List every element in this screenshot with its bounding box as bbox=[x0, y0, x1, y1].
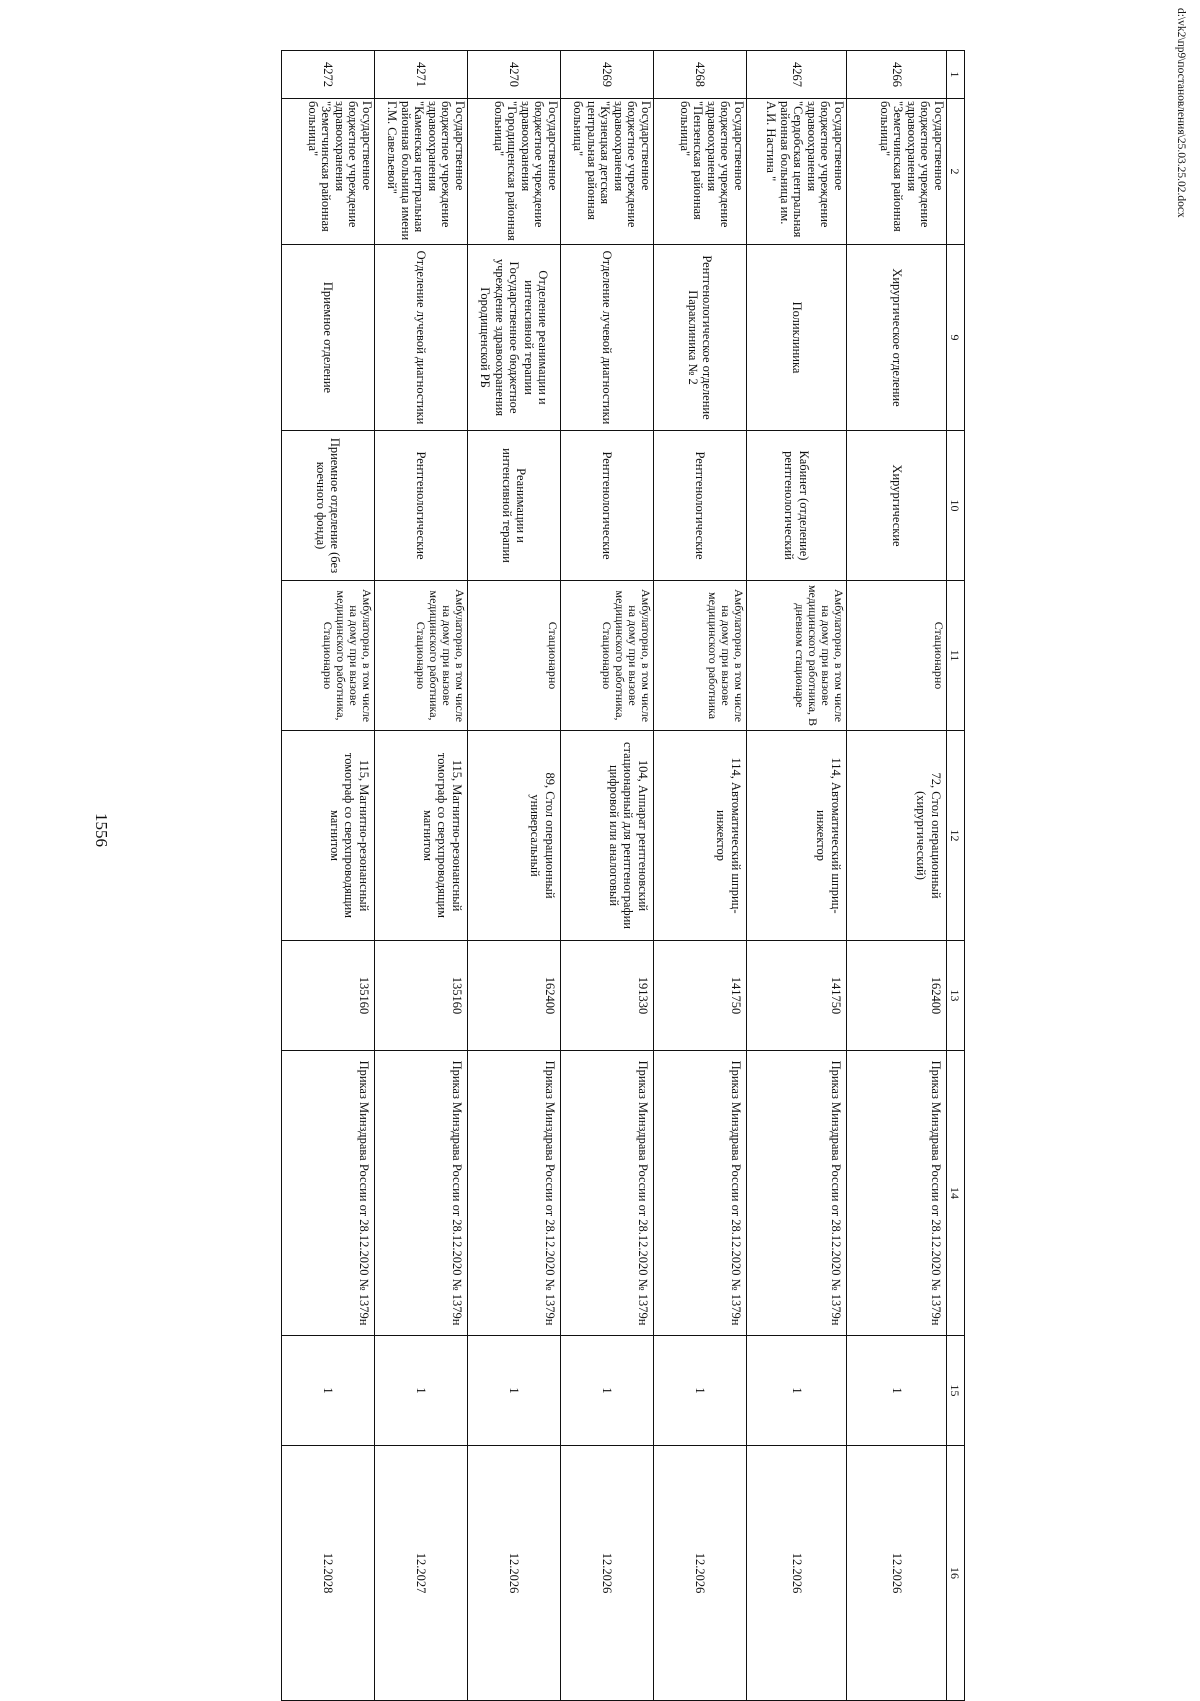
profile-cell: Реанимации и интенсивной терапии bbox=[468, 431, 561, 581]
equipment-cell: 115, Магнитно-резонансный томограф со сверхпроводящим магнитом bbox=[375, 731, 468, 941]
profile-cell: Рентгенологические bbox=[375, 431, 468, 581]
equipment-cell: 104, Аппарат рентгеновский стационарный для рентгенографии цифровой или аналоговый bbox=[561, 731, 654, 941]
table-row bbox=[561, 51, 654, 1701]
date-cell: 12.2028 bbox=[282, 1446, 375, 1701]
profile-cell: Хирургические bbox=[847, 431, 947, 581]
column-number: 15 bbox=[947, 1336, 965, 1446]
subdivision-cell: Рентгенологическое отделение Параклиника № 2 bbox=[654, 245, 747, 431]
table-row bbox=[747, 51, 847, 1701]
table-row bbox=[375, 51, 468, 1701]
conditions-cell: Амбулаторно, в том числе на дому при вызове медицинского работника, Стационарно bbox=[375, 581, 468, 731]
code-cell: 141750 bbox=[654, 941, 747, 1051]
standard-cell: Приказ Минздрава России от 28.12.2020 № 1379н bbox=[561, 1051, 654, 1336]
date-cell: 12.2027 bbox=[375, 1446, 468, 1701]
table-row bbox=[468, 51, 561, 1701]
table-body bbox=[282, 51, 965, 1701]
column-number: 12 bbox=[947, 731, 965, 941]
subdivision-cell: Отделение лучевой диагностики bbox=[375, 245, 468, 431]
profile-cell: Кабинет (отделение) рентгенологический bbox=[747, 431, 847, 581]
code-cell: 135160 bbox=[282, 941, 375, 1051]
column-number: 10 bbox=[947, 431, 965, 581]
code-cell: 141750 bbox=[747, 941, 847, 1051]
table-row bbox=[847, 51, 947, 1701]
quantity-cell: 1 bbox=[747, 1336, 847, 1446]
footer-file-path: d:\vk2\пр9\постановления\25.03.25.02.docx bbox=[1175, 8, 1187, 218]
standard-cell: Приказ Минздрава России от 28.12.2020 № 1379н bbox=[747, 1051, 847, 1336]
column-number: 11 bbox=[947, 581, 965, 731]
equipment-table bbox=[281, 50, 965, 1701]
subdivision-cell: Отделение реанимации и интенсивной терапии Государственное бюджетное учреждение здравоохранения Городищенской РБ bbox=[468, 245, 561, 431]
code-cell: 135160 bbox=[375, 941, 468, 1051]
table-row bbox=[282, 51, 375, 1701]
quantity-cell: 1 bbox=[468, 1336, 561, 1446]
code-cell: 191330 bbox=[561, 941, 654, 1051]
organization-cell: Государственное бюджетное учреждение здравоохранения "Городищенская районная больница" bbox=[468, 99, 561, 245]
conditions-cell: Стационарно bbox=[468, 581, 561, 731]
row-number-cell: 4271 bbox=[375, 51, 468, 99]
code-cell: 162400 bbox=[847, 941, 947, 1051]
quantity-cell: 1 bbox=[654, 1336, 747, 1446]
column-number: 14 bbox=[947, 1051, 965, 1336]
equipment-cell: 114, Автоматический шприц-инжектор bbox=[654, 731, 747, 941]
row-number-cell: 4269 bbox=[561, 51, 654, 99]
subdivision-cell: Приемное отделение bbox=[282, 245, 375, 431]
quantity-cell: 1 bbox=[561, 1336, 654, 1446]
standard-cell: Приказ Минздрава России от 28.12.2020 № 1379н bbox=[282, 1051, 375, 1336]
equipment-cell: 114, Автоматический шприц-инжектор bbox=[747, 731, 847, 941]
organization-cell: Государственное бюджетное учреждение здравоохранения "Каменская центральная районная больница имени Г.М. Савельевой" bbox=[375, 99, 468, 245]
column-number: 2 bbox=[947, 99, 965, 245]
organization-cell: Государственное бюджетное учреждение здравоохранения "Кузнецкая детская центральная районная больница" bbox=[561, 99, 654, 245]
page-number: 1556 bbox=[92, 813, 111, 847]
code-cell: 162400 bbox=[468, 941, 561, 1051]
standard-cell: Приказ Минздрава России от 28.12.2020 № 1379н bbox=[847, 1051, 947, 1336]
organization-cell: Государственное бюджетное учреждение здравоохранения "Пензенская районная больница" bbox=[654, 99, 747, 245]
profile-cell: Приемное отделение (без коечного фонда) bbox=[282, 431, 375, 581]
date-cell: 12.2026 bbox=[468, 1446, 561, 1701]
equipment-cell: 115, Магнитно-резонансный томограф со сверхпроводящим магнитом bbox=[282, 731, 375, 941]
subdivision-cell: Поликлиника bbox=[747, 245, 847, 431]
organization-cell: Государственное бюджетное учреждение здравоохранения "Земетчинская районная больница" bbox=[847, 99, 947, 245]
date-cell: 12.2026 bbox=[747, 1446, 847, 1701]
equipment-cell: 72, Стол операционный (хирургический) bbox=[847, 731, 947, 941]
subdivision-cell: Хирургическое отделение bbox=[847, 245, 947, 431]
conditions-cell: Амбулаторно, в том числе на дому при вызове медицинского работника, Стационарно bbox=[561, 581, 654, 731]
row-number-cell: 4266 bbox=[847, 51, 947, 99]
profile-cell: Рентгенологические bbox=[654, 431, 747, 581]
table-row bbox=[654, 51, 747, 1701]
organization-cell: Государственное бюджетное учреждение здравоохранения "Сердобская центральная районная больница им. А.И. Настина " bbox=[747, 99, 847, 245]
conditions-cell: Стационарно bbox=[847, 581, 947, 731]
row-number-cell: 4267 bbox=[747, 51, 847, 99]
column-number: 9 bbox=[947, 245, 965, 431]
row-number-cell: 4268 bbox=[654, 51, 747, 99]
standard-cell: Приказ Минздрава России от 28.12.2020 № 1379н bbox=[654, 1051, 747, 1336]
standard-cell: Приказ Минздрава России от 28.12.2020 № 1379н bbox=[375, 1051, 468, 1336]
column-number-row bbox=[947, 51, 965, 1701]
date-cell: 12.2026 bbox=[654, 1446, 747, 1701]
conditions-cell: Амбулаторно, в том числе на дому при вызове медицинского работника, В дневном стационаре bbox=[747, 581, 847, 731]
profile-cell: Рентгенологические bbox=[561, 431, 654, 581]
row-number-cell: 4270 bbox=[468, 51, 561, 99]
row-number-cell: 4272 bbox=[282, 51, 375, 99]
column-number: 1 bbox=[947, 51, 965, 99]
date-cell: 12.2026 bbox=[561, 1446, 654, 1701]
quantity-cell: 1 bbox=[375, 1336, 468, 1446]
standard-cell: Приказ Минздрава России от 28.12.2020 № 1379н bbox=[468, 1051, 561, 1336]
column-number: 16 bbox=[947, 1446, 965, 1701]
equipment-cell: 89, Стол операционный универсальный bbox=[468, 731, 561, 941]
quantity-cell: 1 bbox=[847, 1336, 947, 1446]
column-number: 13 bbox=[947, 941, 965, 1051]
date-cell: 12.2026 bbox=[847, 1446, 947, 1701]
conditions-cell: Амбулаторно, в том числе на дому при вызове медицинского работника, Стационарно bbox=[282, 581, 375, 731]
subdivision-cell: Отделение лучевой диагностики bbox=[561, 245, 654, 431]
organization-cell: Государственное бюджетное учреждение здравоохранения "Земетчинская районная больница" bbox=[282, 99, 375, 245]
quantity-cell: 1 bbox=[282, 1336, 375, 1446]
conditions-cell: Амбулаторно, в том числе на дому при вызове медицинского работника bbox=[654, 581, 747, 731]
